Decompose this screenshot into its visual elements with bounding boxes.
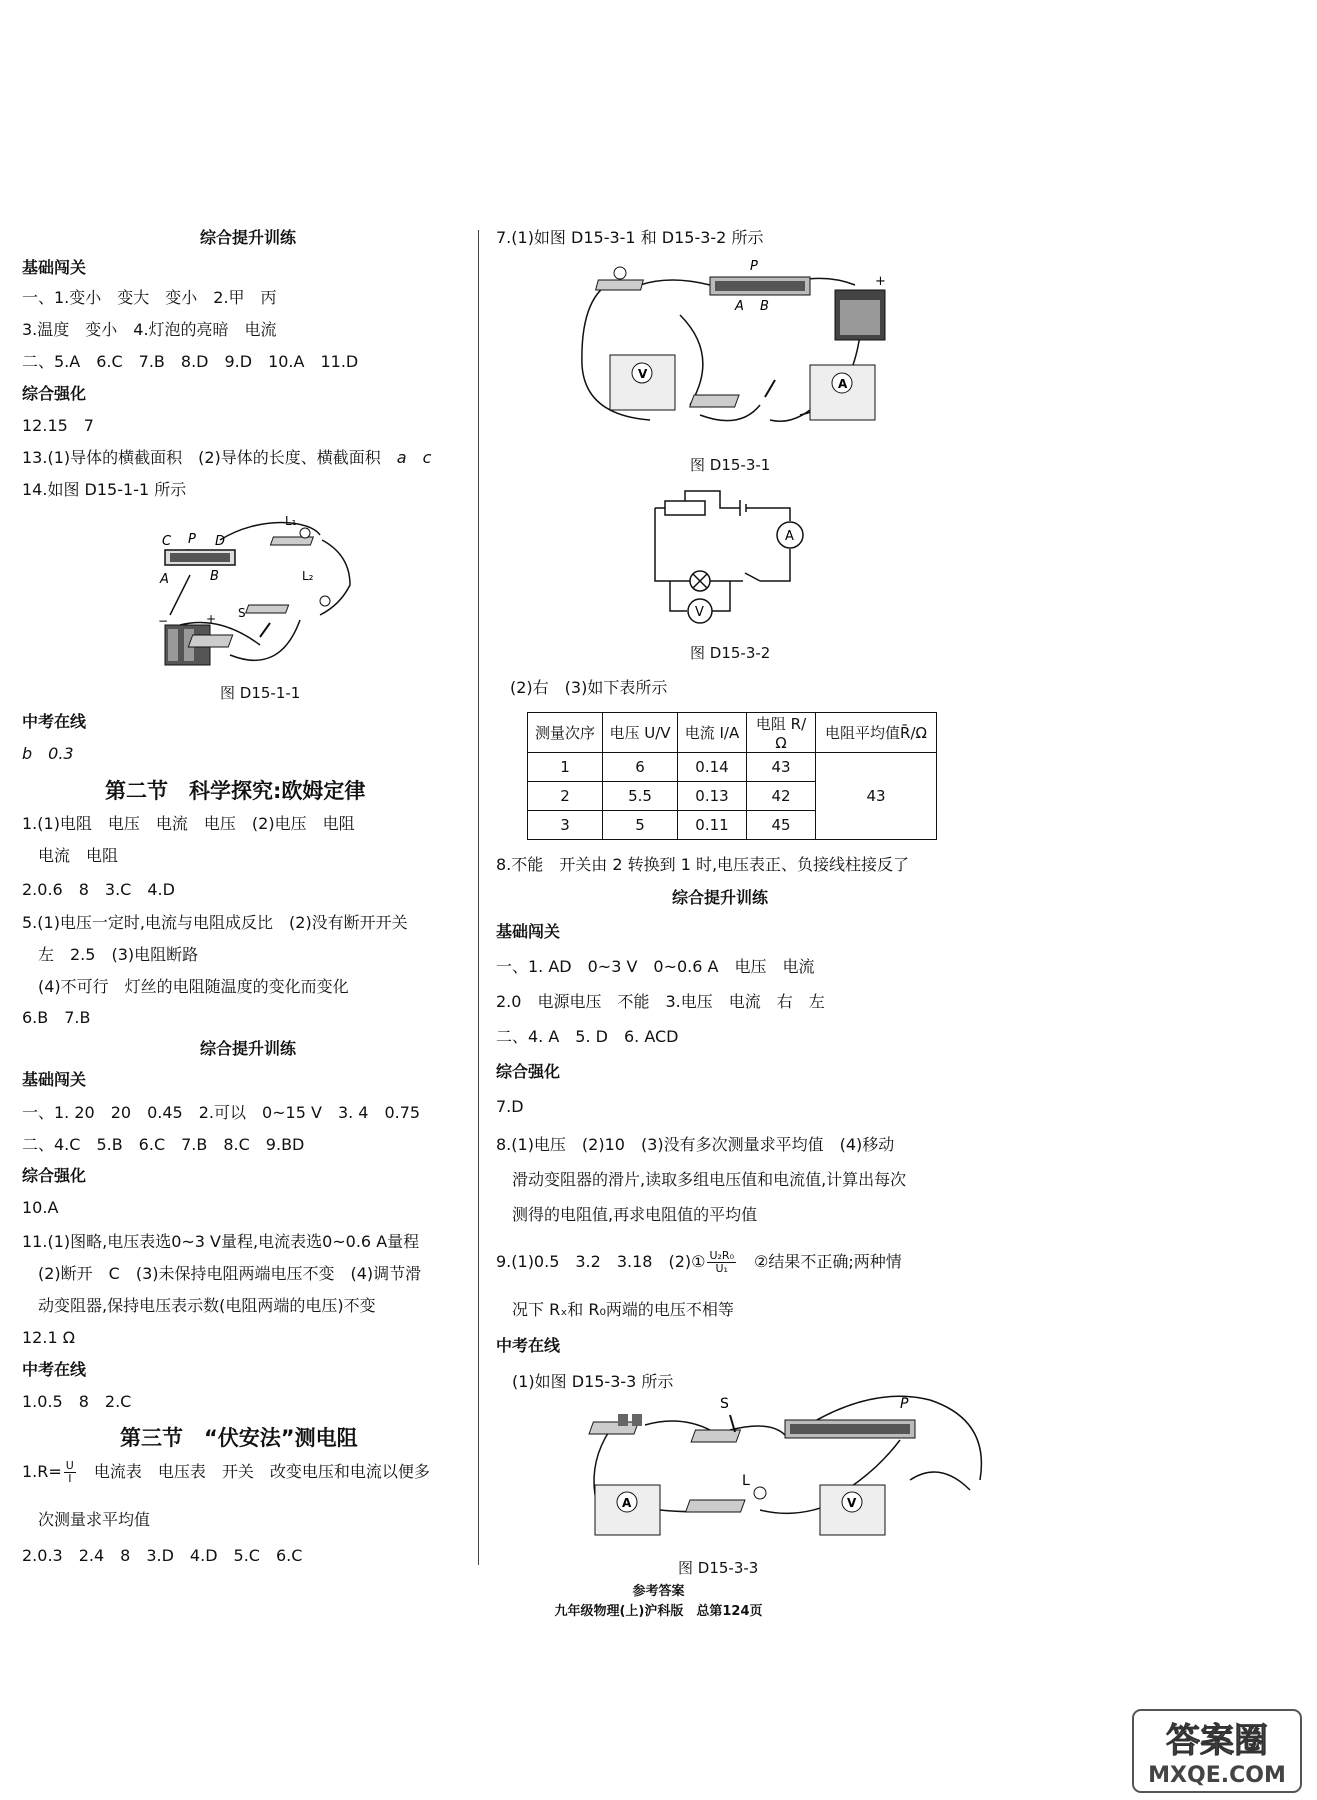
svg-text:A: A <box>160 572 169 587</box>
answer-line: 3.温度 变小 4.灯泡的亮暗 电流 <box>22 320 277 339</box>
table-header: 电流 I/A <box>678 713 747 753</box>
svg-text:B: B <box>760 299 769 314</box>
switch <box>691 1430 740 1442</box>
svg-text:A: A <box>785 529 794 544</box>
answer-line: (4)不可行 灯丝的电阻随温度的变化而变化 <box>38 977 349 996</box>
answer-line: 二、5.A 6.C 7.B 8.D 9.D 10.A 11.D <box>22 352 359 371</box>
svg-text:A: A <box>838 377 848 391</box>
section-heading: 第二节 科学探究:欧姆定律 <box>105 779 366 803</box>
svg-text:A: A <box>735 299 744 314</box>
answer-line: 1.0.5 8 2.C <box>22 1392 132 1411</box>
section-title: 综合提升训练 <box>200 1039 297 1058</box>
answer-line <box>22 448 431 468</box>
answer-line: 10.A <box>22 1198 59 1217</box>
answer-line <box>496 1250 902 1275</box>
svg-text:L₂: L₂ <box>302 569 314 583</box>
answer-line: 况下 Rₓ和 R₀两端的电压不相等 <box>512 1300 734 1319</box>
svg-text:C: C <box>162 534 172 549</box>
answer-line: 7.D <box>496 1097 524 1116</box>
lamp-base <box>686 1500 745 1512</box>
subheading: 中考在线 <box>496 1336 561 1355</box>
answer-line: 8.(1)电压 (2)10 (3)没有多次测量求平均值 (4)移动 <box>496 1135 895 1154</box>
answer-line: 12.15 7 <box>22 416 94 435</box>
formula-fraction: $\frac{\text{U₂R₀}}{\text{U₁}}$ <box>709 1249 734 1275</box>
answer-line: 电流 电阻 <box>38 846 119 865</box>
switch-symbol <box>745 573 760 581</box>
bulb-l2 <box>320 596 330 606</box>
answer-italic: a c <box>396 448 432 467</box>
svg-text:MXQE.COM: MXQE.COM <box>1148 1763 1286 1788</box>
subheading: 基础闯关 <box>22 258 87 277</box>
svg-text:S: S <box>238 606 246 620</box>
answer-line: (2)断开 C (3)未保持电阻两端电压不变 (4)调节滑 <box>38 1264 422 1283</box>
subheading: 综合强化 <box>22 1166 87 1185</box>
answer-line: 2.0 电源电压 不能 3.电压 电流 右 左 <box>496 992 825 1011</box>
subheading: 综合强化 <box>22 384 87 403</box>
subheading: 基础闯关 <box>496 922 561 941</box>
answer-line: 1.(1)电阻 电压 电流 电压 (2)电压 电阻 <box>22 814 355 833</box>
answer-line: 7.(1)如图 D15-3-1 和 D15-3-2 所示 <box>496 228 764 247</box>
svg-text:V: V <box>847 1496 857 1510</box>
lamp-base <box>596 280 644 290</box>
subheading: 基础闯关 <box>22 1070 87 1089</box>
switch <box>690 395 739 407</box>
circuit-figure-d15-3-3 <box>570 1390 1090 1540</box>
svg-text:P: P <box>750 259 758 274</box>
lamp <box>614 267 626 279</box>
watermark-logo <box>1131 1708 1303 1794</box>
figure-caption: 图 D15-3-3 <box>678 1559 759 1577</box>
svg-text:L₁: L₁ <box>285 514 297 528</box>
svg-text:P: P <box>188 532 196 547</box>
column-divider <box>478 230 479 1565</box>
figure-caption: 图 D15-3-1 <box>690 456 771 474</box>
svg-text:V: V <box>695 605 704 620</box>
svg-text:B: B <box>210 569 219 584</box>
section-title: 综合提升训练 <box>200 228 297 247</box>
answer-line: 5.(1)电压一定时,电流与电阻成反比 (2)没有断开开关 <box>22 913 408 932</box>
answer-line: 一、1.变小 变大 变小 2.甲 丙 <box>22 288 277 307</box>
answer-line: 11.(1)图略,电压表选0~3 V量程,电流表选0~0.6 A量程 <box>22 1232 420 1251</box>
answer-line: b 0.3 <box>22 744 74 763</box>
svg-text:答案圈: 答案圈 <box>1166 1721 1268 1761</box>
section-heading: 第三节 “伏安法”测电阻 <box>120 1426 358 1450</box>
measurement-table <box>527 712 937 840</box>
table-header: 电阻平均值R̄/Ω <box>816 713 937 753</box>
answer-line <box>22 1460 430 1485</box>
answer-line: 一、1. AD 0~3 V 0~0.6 A 电压 电流 <box>496 957 815 976</box>
formula-prefix: 1.R= <box>22 1462 62 1481</box>
answer-line: 6.B 7.B <box>22 1008 91 1027</box>
figure-caption: 图 D15-3-2 <box>690 644 771 662</box>
lamp <box>754 1487 766 1499</box>
svg-text:A: A <box>622 1496 632 1510</box>
resistor <box>665 501 705 515</box>
section-title: 综合提升训练 <box>672 888 769 907</box>
answer-line: 14.如图 D15-1-1 所示 <box>22 480 187 499</box>
answer-line: 一、1. 20 20 0.45 2.可以 0~15 V 3. 4 0.75 <box>22 1103 421 1122</box>
circuit-figure-d15-3-1 <box>570 255 910 445</box>
table-header: 电阻 R/Ω <box>747 713 816 753</box>
answer-text: ②结果不正确;两种情 <box>737 1252 902 1271</box>
average-cell: 43 <box>816 753 937 840</box>
answer-text: 电流表 电压表 开关 改变电压和电流以便多 <box>77 1462 430 1481</box>
footer-page-info: 九年级物理(上)沪科版 总第124页 <box>554 1604 763 1619</box>
answer-text: 13.(1)导体的横截面积 (2)导体的长度、横截面积 <box>22 448 397 467</box>
svg-text:+: + <box>206 612 217 626</box>
svg-text:L: L <box>742 1473 750 1489</box>
switch <box>188 635 232 647</box>
svg-text:+: + <box>875 274 886 289</box>
table-header: 测量次序 <box>528 713 603 753</box>
battery-stand <box>589 1422 638 1434</box>
circuit-figure-d15-1-1 <box>150 505 370 675</box>
answer-line: 12.1 Ω <box>22 1328 75 1347</box>
svg-text:D: D <box>215 534 226 549</box>
table-row: 1 6 0.14 43 43 <box>528 753 937 782</box>
answer-line: 次测量求平均值 <box>38 1510 151 1529</box>
answer-line: 二、4. A 5. D 6. ACD <box>496 1027 679 1046</box>
answer-line: 滑动变阻器的滑片,读取多组电压值和电流值,计算出每次 <box>512 1170 907 1189</box>
figure-caption: 图 D15-1-1 <box>220 684 301 702</box>
svg-text:P: P <box>900 1396 909 1412</box>
svg-text:S: S <box>720 1396 729 1412</box>
svg-text:−: − <box>158 614 169 628</box>
circuit-schematic-d15-3-2 <box>645 483 815 633</box>
answer-line: 二、4.C 5.B 6.C 7.B 8.C 9.BD <box>22 1135 305 1154</box>
answer-line: 2.0.3 2.4 8 3.D 4.D 5.C 6.C <box>22 1546 303 1565</box>
answer-line: 测得的电阻值,再求电阻值的平均值 <box>512 1205 758 1224</box>
answer-line: 左 2.5 (3)电阻断路 <box>38 945 199 964</box>
formula-fraction: $\frac{U}{I}$ <box>65 1459 74 1485</box>
footer-title: 参考答案 <box>632 1584 685 1599</box>
answer-line: 动变阻器,保持电压表示数(电阻两端的电压)不变 <box>38 1296 376 1315</box>
answer-line: (2)右 (3)如下表所示 <box>510 678 668 697</box>
table-row: 3 5 0.11 45 <box>528 811 937 840</box>
answer-line: 2.0.6 8 3.C 4.D <box>22 880 175 899</box>
answer-line: (1)如图 D15-3-3 所示 <box>512 1372 674 1391</box>
svg-text:V: V <box>638 367 648 381</box>
subheading: 中考在线 <box>22 712 87 731</box>
subheading: 综合强化 <box>496 1062 561 1081</box>
answer-text: 9.(1)0.5 3.2 3.18 (2)① <box>496 1252 706 1271</box>
bulb-l1 <box>300 528 310 538</box>
table-header: 电压 U/V <box>603 713 678 753</box>
answer-line: 8.不能 开关由 2 转换到 1 时,电压表正、负接线柱接反了 <box>496 855 910 874</box>
table-row: 2 5.5 0.13 42 <box>528 782 937 811</box>
subheading: 中考在线 <box>22 1360 87 1379</box>
